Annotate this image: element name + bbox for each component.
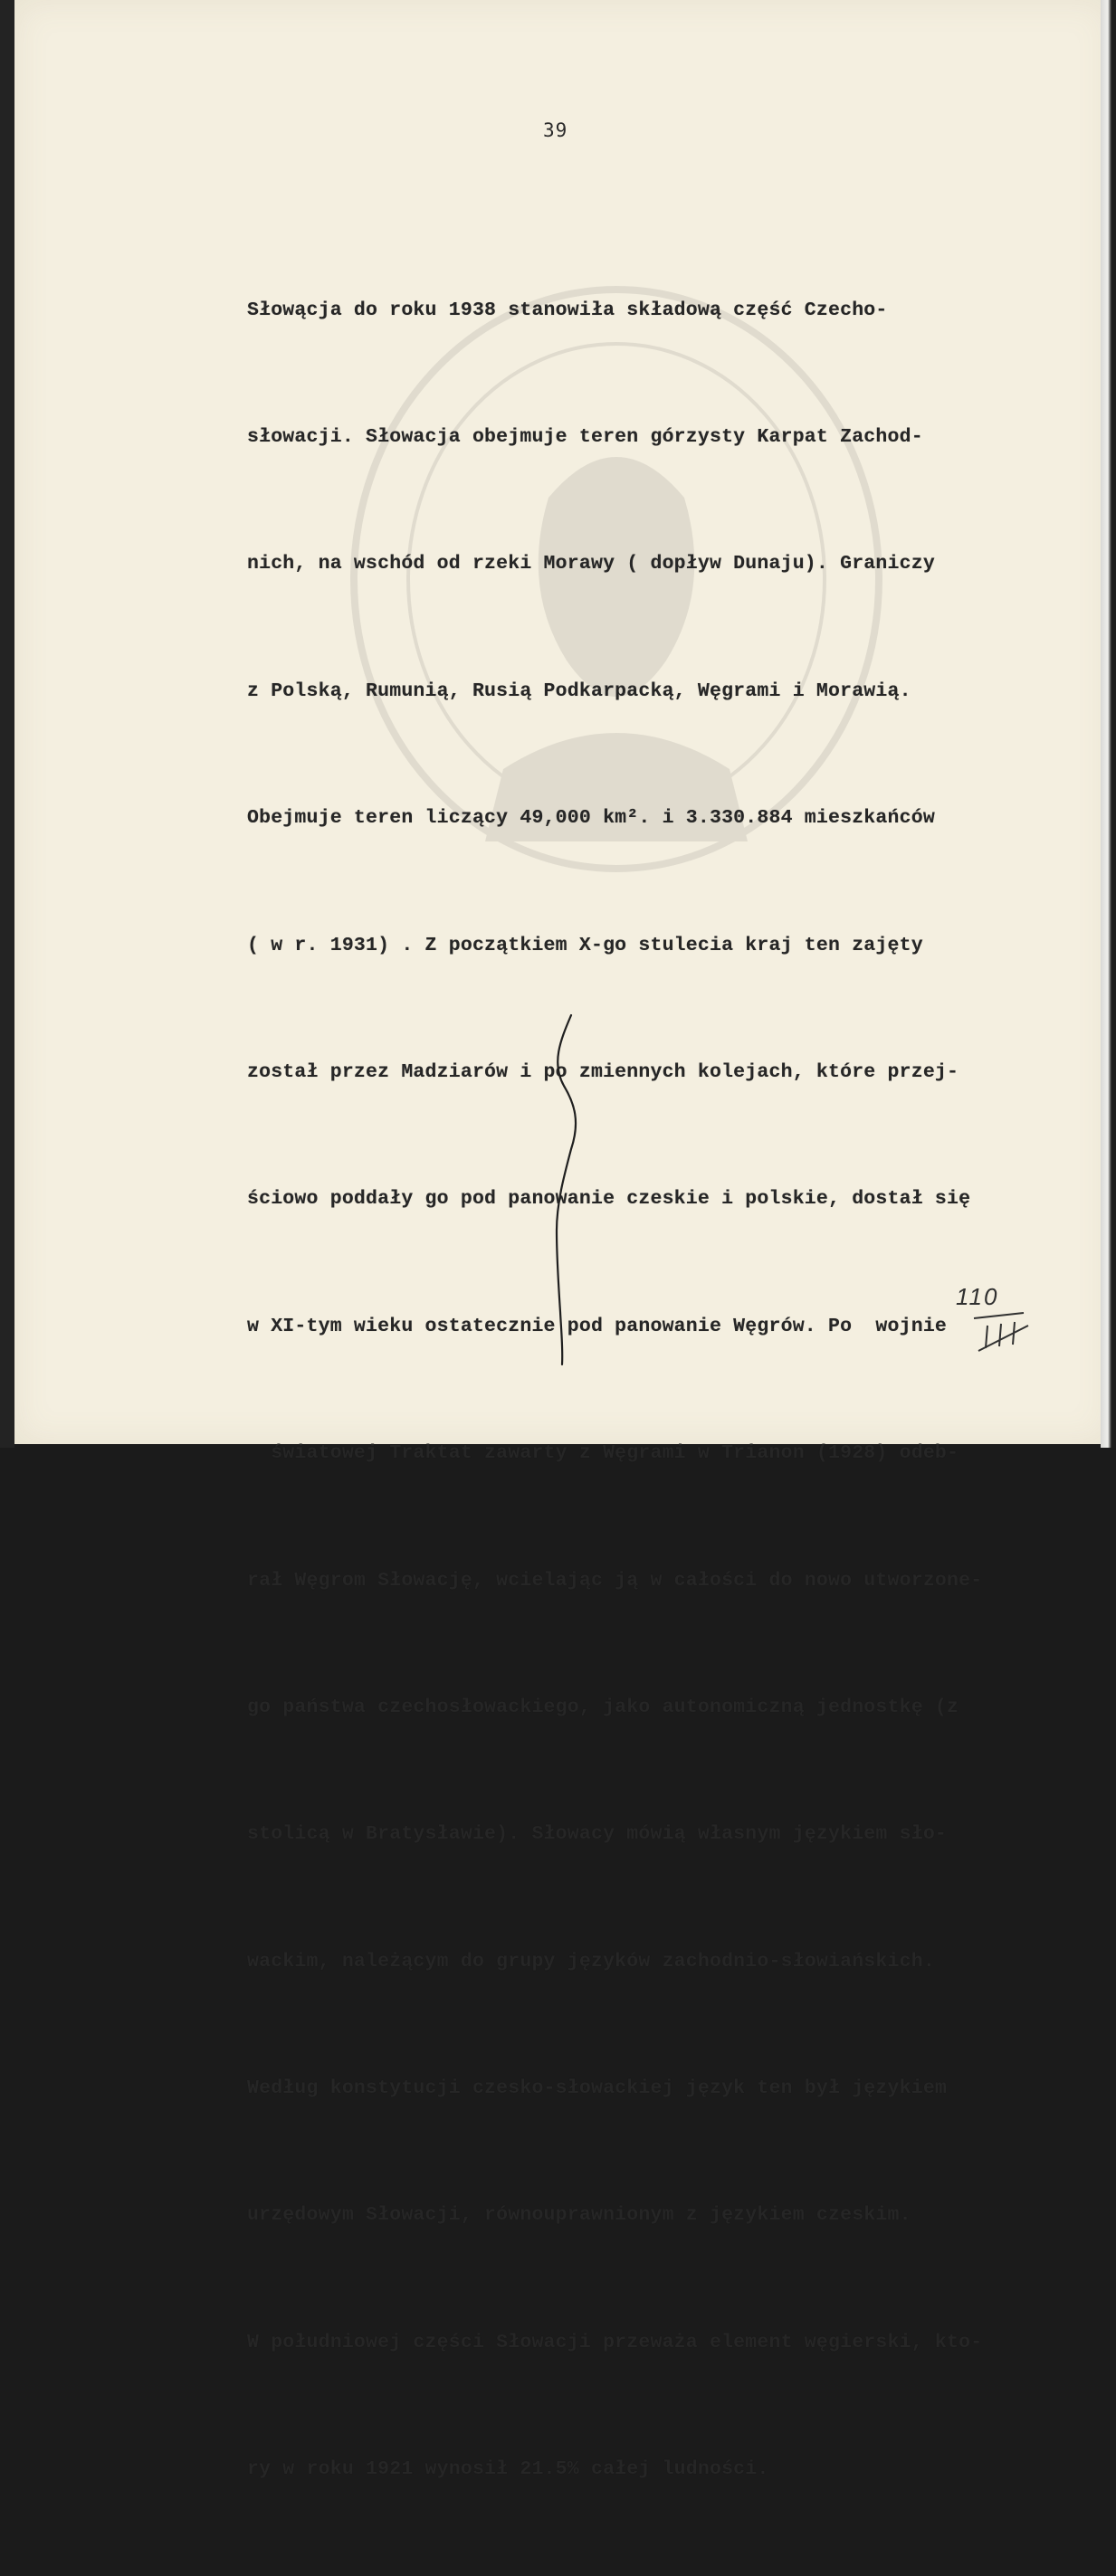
text-line: W południowej części Słowacji przeważa element węgierski, kto-: [247, 2331, 983, 2353]
text-line: został przez Madziarów i po zmiennych kolejach, które przej-: [247, 1060, 959, 1083]
scan-left-edge: [0, 0, 14, 1448]
text-line: rał Węgrom Słowację, wcielając ją w całości do nowo utworzone-: [247, 1569, 983, 1592]
text-line: słowacji. Słowacja obejmuje teren górzysty Karpat Zachod-: [247, 425, 923, 448]
text-line: w XI-tym wieku ostatecznie pod panowanie Węgrów. Po wojnie: [247, 1315, 948, 1337]
page-number: 39: [543, 119, 568, 141]
text-line: go państwa czechosłowackiego, jako autonomiczną jednostkę (z: [247, 1696, 959, 1718]
text-line: nich, na wschód od rzeki Morawy ( dopływ Dunaju). Graniczy: [247, 553, 935, 575]
typewritten-body: [247, 204, 1044, 2576]
text-line: ry w roku 1921 wynosił 21.5% całej ludności.: [247, 2458, 769, 2481]
text-line: Obejmuje teren liczący 49,000 km². i 3.330.884 mieszkańców: [247, 807, 935, 830]
text-line: ( w r. 1931) . Z początkiem X-go stulecia kraj ten zajęty: [247, 934, 923, 956]
text-line: urzędowym Słowacji, równouprawnionym z językiem czeskim.: [247, 2204, 911, 2227]
text-line: Słowącja do roku 1938 stanowiła składową część Czecho-: [247, 299, 888, 321]
text-line: stolicą w Bratysławie). Słowacy mówią własnym językiem sło-: [247, 1823, 948, 1846]
archive-number: 110: [956, 1283, 999, 1310]
document-page: [14, 0, 1111, 2481]
text-line: wackim, należącym do grupy języków zachodnio-słowiańskich.: [247, 1950, 935, 1972]
text-line: ściowo poddały go pod panowanie czeskie i polskie, dostał się: [247, 1188, 971, 1211]
text-line: światowej Traktat zawarty z Węgrami w Trianon (1928) odeb-: [247, 1442, 959, 1465]
text-line: Według konstytucji czesko-słowackiej język ten był językiem: [247, 2077, 948, 2100]
handwritten-signature-mark: [544, 1013, 598, 1366]
scan-right-edge: [1101, 0, 1116, 1448]
text-line: z Polską, Rumunią, Rusią Podkarpacką, Węgrami i Morawią.: [247, 680, 911, 702]
